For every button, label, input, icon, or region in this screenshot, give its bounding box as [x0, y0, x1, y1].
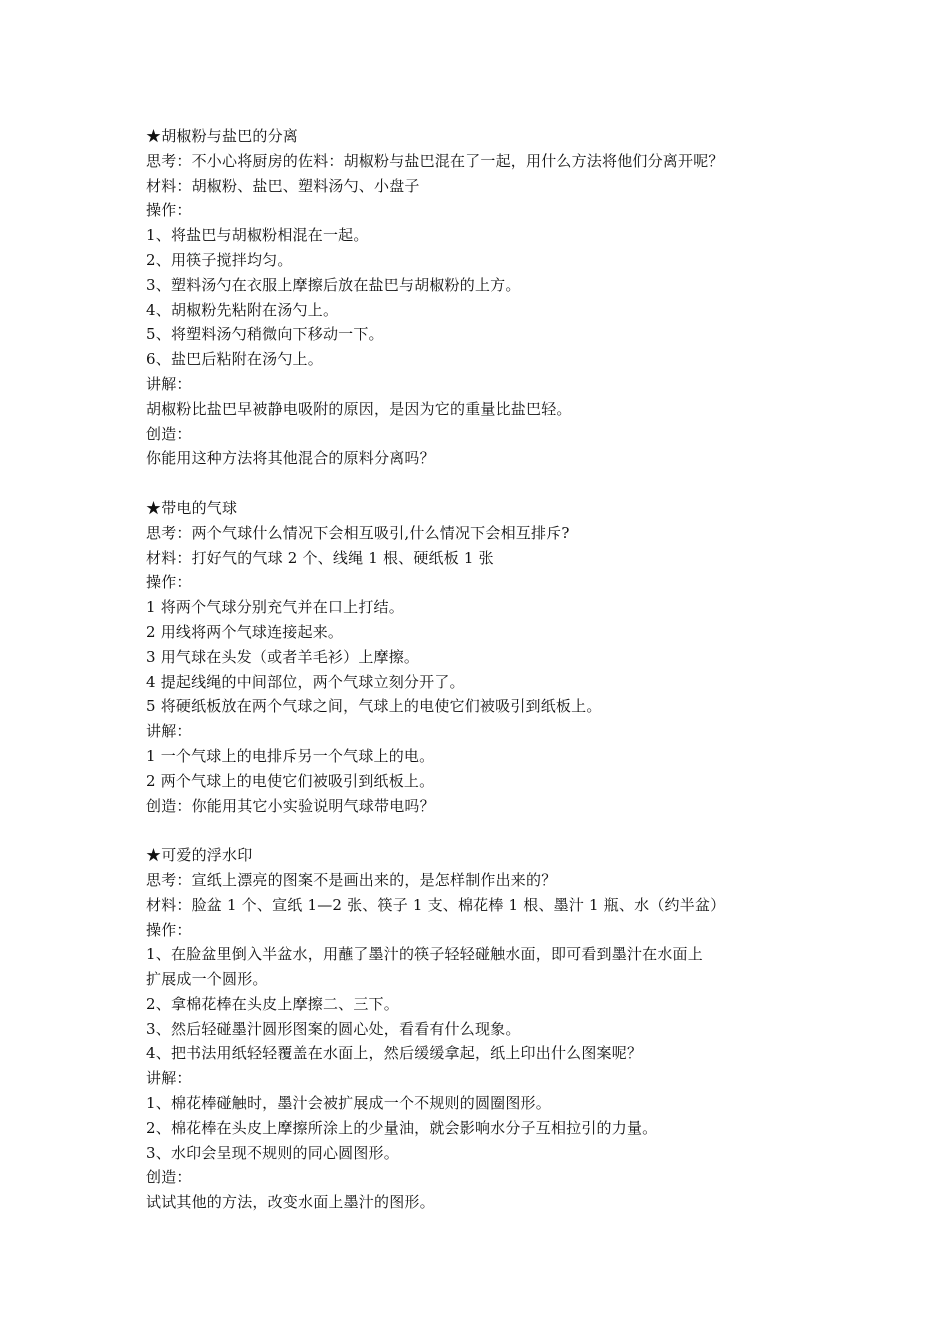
step-line: 4 提起线绳的中间部位，两个气球立刻分开了。	[146, 672, 465, 691]
section-title: ★可爱的浮水印	[146, 846, 253, 865]
step-line: 3、然后轻碰墨汁圆形图案的圆心处，看看有什么现象。	[146, 1019, 521, 1038]
step-line: 2 用线将两个气球连接起来。	[146, 622, 344, 641]
operation-heading: 操作：	[146, 573, 192, 592]
explain-line: 2、棉花棒在头皮上摩擦所涂上的少量油，就会影响水分子互相拉引的力量。	[146, 1118, 658, 1137]
section-charged-balloon	[146, 496, 846, 818]
explain-line: 1 一个气球上的电排斥另一个气球上的电。	[146, 746, 435, 765]
think-line: 思考：两个气球什么情况下会相互吸引,什么情况下会相互排斥?	[146, 523, 570, 542]
create-heading: 创造：	[146, 424, 192, 443]
operation-heading: 操作：	[146, 920, 192, 939]
explain-line: 2 两个气球上的电使它们被吸引到纸板上。	[146, 771, 435, 790]
explain-heading: 讲解：	[146, 722, 192, 741]
think-line: 思考：不小心将厨房的佐料：胡椒粉与盐巴混在了一起，用什么方法将他们分离开呢？	[146, 151, 724, 170]
document-page	[146, 124, 846, 1240]
explain-line: 3、水印会呈现不规则的同心圆图形。	[146, 1143, 399, 1162]
step-line: 2、拿棉花棒在头皮上摩擦二、三下。	[146, 994, 399, 1013]
section-pepper-salt	[146, 124, 846, 471]
explain-line: 1、棉花棒碰触时，墨汁会被扩展成一个不规则的圆圈图形。	[146, 1094, 551, 1113]
step-line: 1、将盐巴与胡椒粉相混在一起。	[146, 226, 369, 245]
step-line: 4、胡椒粉先粘附在汤勺上。	[146, 300, 339, 319]
explain-heading: 讲解：	[146, 374, 192, 393]
step-line: 3、塑料汤勺在衣服上摩擦后放在盐巴与胡椒粉的上方。	[146, 275, 521, 294]
step-line: 2、用筷子搅拌均匀。	[146, 250, 293, 269]
create-line: 试试其他的方法，改变水面上墨汁的图形。	[146, 1193, 435, 1212]
explain-heading: 讲解：	[146, 1069, 192, 1088]
materials-line: 材料：脸盆 1 个、宣纸 1—2 张、筷子 1 支、棉花棒 1 根、墨汁 1 瓶、水（约半盆）	[146, 895, 726, 914]
section-floating-ink-print	[146, 843, 846, 1215]
explain-line: 胡椒粉比盐巴早被静电吸附的原因，是因为它的重量比盐巴轻。	[146, 399, 572, 418]
create-heading: 创造：	[146, 1168, 192, 1187]
think-line: 思考：宣纸上漂亮的图案不是画出来的，是怎样制作出来的？	[146, 870, 557, 889]
step-line: 4、把书法用纸轻轻覆盖在水面上，然后缓缓拿起，纸上印出什么图案呢？	[146, 1044, 643, 1063]
section-title: ★胡椒粉与盐巴的分离	[146, 127, 299, 145]
step-line-continued: 扩展成一个圆形。	[146, 970, 268, 989]
materials-line: 材料：打好气的气球 2 个、线绳 1 根、硬纸板 1 张	[146, 548, 494, 567]
operation-heading: 操作：	[146, 201, 192, 220]
step-line: 1、在脸盆里倒入半盆水，用蘸了墨汁的筷子轻轻碰触水面，即可看到墨汁在水面上	[146, 945, 703, 964]
step-line: 5、将塑料汤勺稍微向下移动一下。	[146, 325, 384, 344]
step-line: 6、盐巴后粘附在汤勺上。	[146, 350, 323, 369]
create-line: 你能用这种方法将其他混合的原料分离吗？	[146, 449, 435, 468]
create-line: 创造：你能用其它小实验说明气球带电吗？	[146, 796, 435, 815]
step-line: 3 用气球在头发（或者羊毛衫）上摩擦。	[146, 647, 420, 666]
step-line: 5 将硬纸板放在两个气球之间，气球上的电使它们被吸引到纸板上。	[146, 697, 602, 716]
section-title: ★带电的气球	[146, 498, 238, 517]
step-line: 1 将两个气球分别充气并在口上打结。	[146, 598, 404, 617]
materials-line: 材料：胡椒粉、盐巴、塑料汤勺、小盘子	[146, 176, 420, 195]
